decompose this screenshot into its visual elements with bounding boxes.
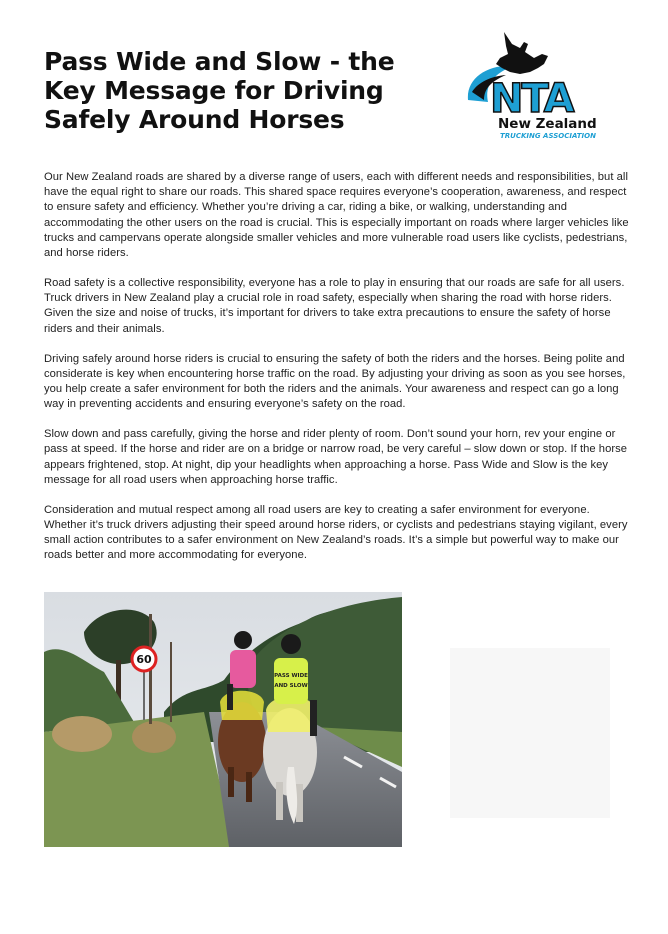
- rider-helmet: [281, 634, 301, 654]
- logo-letters: NTA: [490, 76, 573, 122]
- horse-leg: [246, 772, 252, 802]
- rider-helmet: [234, 631, 252, 649]
- rider-leg: [310, 700, 317, 736]
- logo-tagline: TRUCKING ASSOCIATION: [500, 132, 596, 140]
- rider-vest: [274, 658, 308, 704]
- nta-logo: [462, 28, 612, 140]
- watermark-ghost: [440, 628, 620, 833]
- paragraph-5: Consideration and mutual respect among all road users are key to creating a safer environment for everyone. Whether it’s truck drivers adjusting their speed around horse riders, or cyclists and pedestrians staying vigilant, every small action contributes to a safer environment on New Zealand’s roads. It’s a simple but powerful way to make our roads better and more accommodating for everyone.: [44, 503, 628, 562]
- paragraph-3: Driving safely around horse riders is crucial to ensuring the safety of both the riders and the horses. Being polite and considerate is key when encountering horse traffic on the road. By adjusting your driving as soon as you see horses, you help create a safer environment for both the riders and the animals. Your awareness and respect can go a long way in preventing accidents and ensuring everyone’s safety on the road.: [44, 352, 626, 411]
- speed-sign-value: 60: [136, 653, 152, 666]
- page-title: [44, 47, 434, 134]
- vest-text-1: PASS WIDE: [274, 673, 308, 679]
- logo-name: New Zealand: [498, 116, 597, 132]
- article-body: [44, 170, 634, 578]
- horse-rider-silhouette: [496, 32, 548, 74]
- paragraph-2: Road safety is a collective responsibility, everyone has a role to play in ensuring that our roads are safe for all users. Truck drivers in New Zealand play a crucial role in road safety, especially when sharing the road with horse riders. Given the size and noise of trucks, it’s important for drivers to take extra precautions to ensure the safety of horse riders and their animals.: [44, 277, 625, 335]
- tussock: [52, 716, 112, 752]
- title-line-1: Pass Wide and Slow - the: [44, 47, 395, 76]
- watermark-shape: [450, 648, 610, 818]
- horse-riders-photo: [44, 592, 402, 847]
- paragraph-1: Our New Zealand roads are shared by a diverse range of users, each with different needs and responsibilities, but all have the equal right to share our roads. This shared space requires everyone’s cooperation, awareness, and respect to ensure safety and efficiency. Whether you’re driving a car, riding a bike, or walking, understanding and accommodating the other users on the road is crucial. This is especially important on roads where larger vehicles like trucks and campervans operate alongside smaller vehicles and more vulnerable road users like cyclists, pedestrians, and horse riders.: [44, 171, 629, 260]
- paragraph-4: Slow down and pass carefully, giving the horse and rider plenty of room. Don’t sound your horn, rev your engine or pass at speed. If the horse and rider are on a bridge or narrow road, be very careful – slow down or stop. If the horse appears frightened, stop. At night, dip your headlights when approaching a horse. Pass Wide and Slow is the key message for all road users when approaching horse traffic.: [44, 428, 628, 486]
- tussock: [132, 721, 176, 753]
- title-line-2: Key Message for Driving: [44, 76, 384, 105]
- horse-rug: [220, 691, 264, 720]
- rider-leg: [227, 684, 233, 710]
- horse-leg: [276, 782, 283, 820]
- title-line-3: Safely Around Horses: [44, 105, 345, 134]
- vest-text-2: AND SLOW: [274, 683, 308, 689]
- horse-leg: [228, 767, 234, 797]
- power-pole: [170, 642, 172, 722]
- rider-body: [230, 650, 256, 688]
